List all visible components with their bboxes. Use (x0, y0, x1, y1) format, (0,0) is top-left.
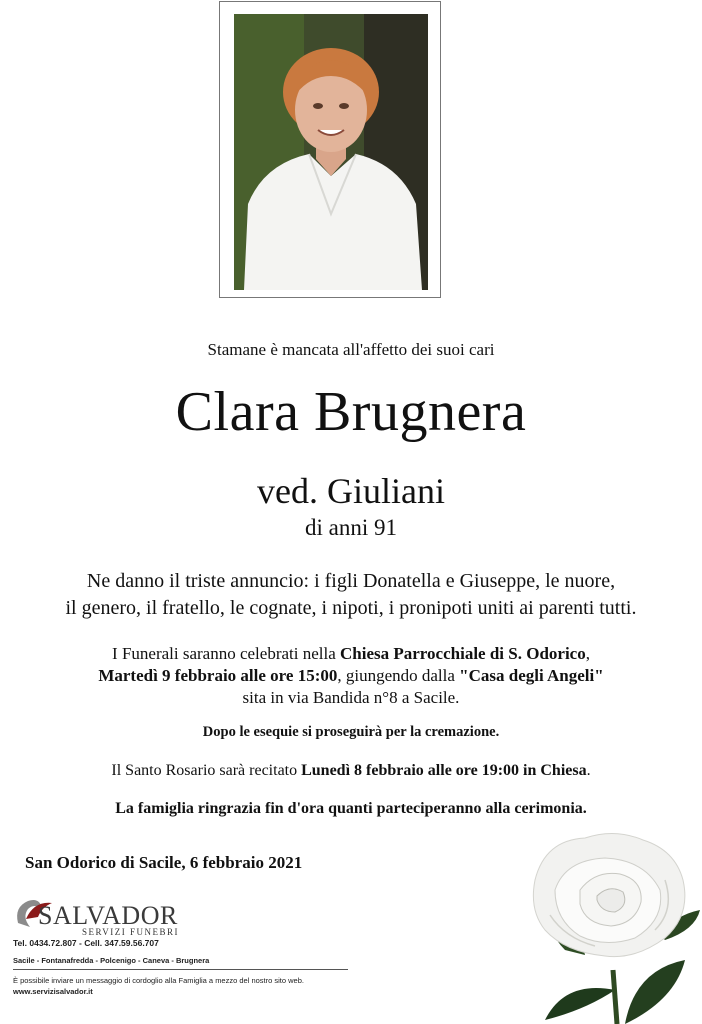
white-rose-icon (525, 820, 702, 1024)
funeral-line-2-mid: , giungendo dalla (337, 666, 460, 685)
agency-brand: SALVADOR (38, 901, 178, 930)
intro-text: Stamane è mancata all'affetto dei suoi cari (207, 340, 495, 359)
portrait-photo (234, 14, 428, 290)
condolence-note: È possibile inviare un messaggio di cordoglio alla Famiglia a mezzo del nostro sito web. (13, 976, 304, 985)
rosary-when: Lunedì 8 febbraio alle ore 19:00 in Chiesa (301, 762, 587, 779)
funeral-line-1-prefix: I Funerali saranno celebrati nella (112, 644, 341, 663)
married-name: ved. Giuliani (257, 471, 445, 511)
agency-subtitle: SERVIZI FUNEBRI (82, 927, 180, 937)
church-name: Chiesa Parrocchiale di S. Odorico (340, 644, 586, 663)
deceased-name: Clara Brugnera (175, 381, 527, 443)
footer-divider (13, 969, 348, 970)
funeral-datetime: Martedì 9 febbraio alle ore 15:00 (98, 666, 338, 685)
rosary-suffix: . (586, 762, 591, 779)
funeral-line-2 (0, 665, 702, 687)
age-text: di anni 91 (305, 515, 397, 540)
place-date: San Odorico di Sacile, 6 febbraio 2021 (25, 853, 303, 872)
mourners-line-1: Ne danno il triste annuncio: i figli Donatella e Giuseppe, le nuore, (86, 570, 616, 592)
portrait-frame (219, 1, 441, 298)
agency-contacts: Tel. 0434.72.807 - Cell. 347.59.56.707 (13, 938, 159, 948)
mourners-line-2: il genero, il fratello, le cognate, i nipoti, i pronipoti uniti ai parenti tutti. (65, 597, 637, 619)
cremation-note: Dopo le esequie si proseguirà per la cremazione. (202, 724, 500, 740)
funeral-origin: "Casa degli Angeli" (459, 666, 604, 685)
agency-website: www.servizisalvador.it (13, 987, 93, 996)
funeral-line-1-suffix: , (585, 644, 590, 663)
family-thanks: La famiglia ringrazia fin d'ora quanti parteciperanno alla cerimonia. (115, 800, 587, 817)
rosary-prefix: Il Santo Rosario sarà recitato (111, 762, 302, 779)
funeral-line-3: sita in via Bandida n°8 a Sacile. (242, 688, 460, 707)
mourners-announcement (0, 568, 702, 622)
funeral-line-1 (0, 643, 702, 665)
agency-towns: Sacile - Fontanafredda - Polcenigo - Caneva - Brugnera (13, 956, 210, 965)
portrait-illustration (234, 14, 428, 290)
funeral-details (0, 643, 702, 709)
rosary-info (0, 762, 702, 780)
